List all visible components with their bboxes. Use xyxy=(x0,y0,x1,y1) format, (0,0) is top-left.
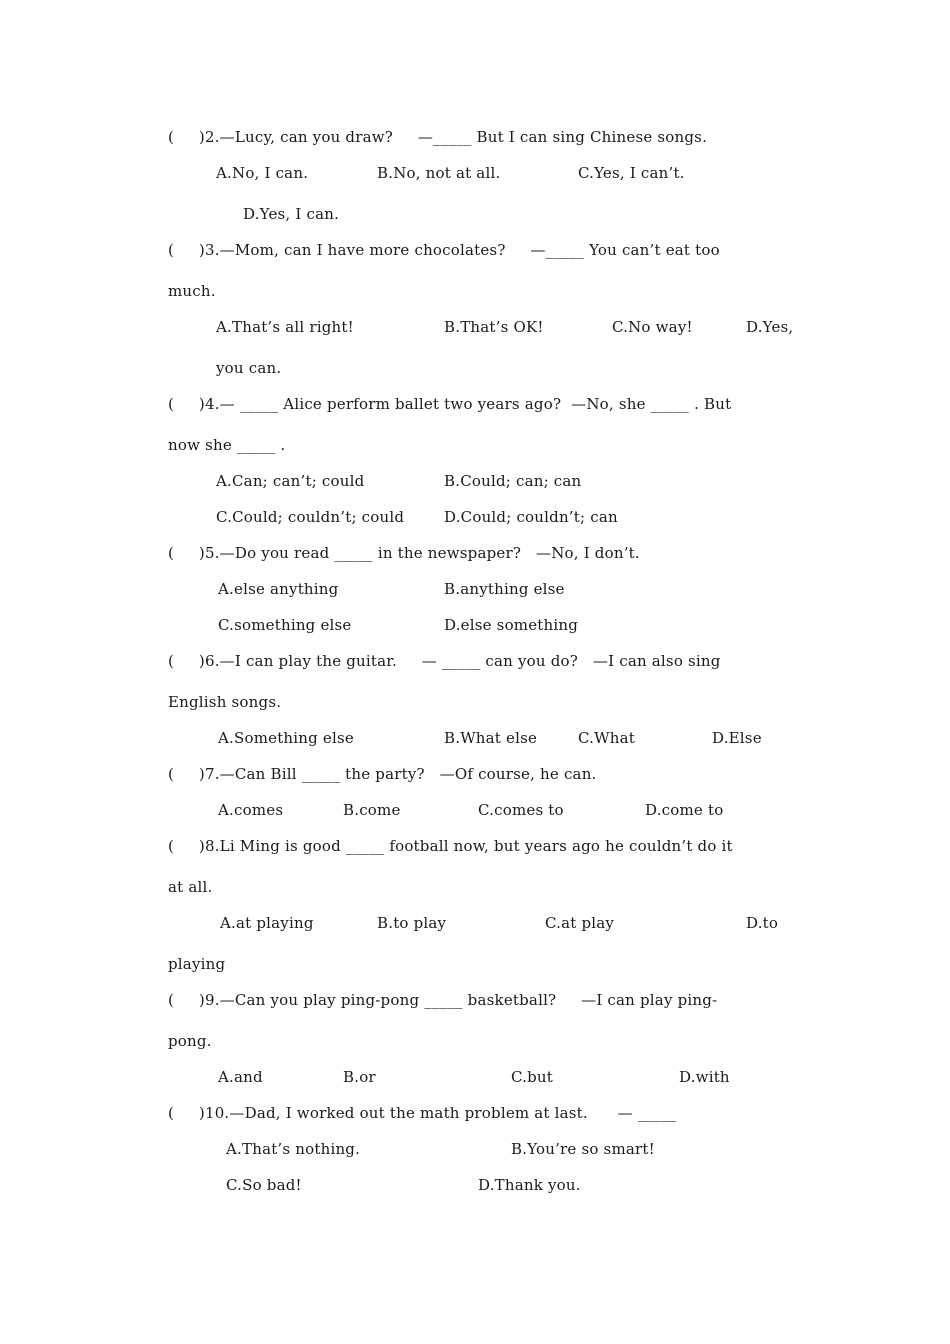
question-6-stem-line1: ( )6.—I can play the guitar. — _____ can you do? —I can also sing xyxy=(168,652,721,670)
question-3-option-a: A.That’s all right! xyxy=(216,318,354,336)
question-6-option-b: B.What else xyxy=(444,729,538,747)
question-2-option-a: A.No, I can. xyxy=(216,164,309,182)
question-4-stem-line1: ( )4.— _____ Alice perform ballet two years ago? —No, she _____ . But xyxy=(168,395,732,413)
question-9-option-c: C.but xyxy=(511,1068,554,1086)
question-10-option-c: C.So bad! xyxy=(226,1176,302,1194)
question-8-stem-line1: ( )8.Li Ming is good _____ football now, but years ago he couldn’t do it xyxy=(168,837,733,855)
question-4-option-c: C.Could; couldn’t; could xyxy=(216,508,405,526)
question-3-stem-line1: ( )3.—Mom, can I have more chocolates? —_____ You can’t eat too xyxy=(168,241,720,259)
question-2-option-c: C.Yes, I can’t. xyxy=(578,164,685,182)
question-7-option-c: C.comes to xyxy=(478,801,564,819)
question-6-option-d: D.Else xyxy=(712,729,762,747)
question-8-option-b: B.to play xyxy=(377,914,447,932)
question-4-option-d: D.Could; couldn’t; can xyxy=(444,508,618,526)
question-9-option-a: A.and xyxy=(218,1068,263,1086)
question-9-stem-line1: ( )9.—Can you play ping-pong _____ basketball? —I can play ping- xyxy=(168,991,718,1009)
question-3-option-d-wrap: you can. xyxy=(216,359,282,377)
question-8-option-c: C.at play xyxy=(545,914,615,932)
question-8-stem-line2: at all. xyxy=(168,878,213,896)
question-3-option-c: C.No way! xyxy=(612,318,693,336)
question-5-option-b: B.anything else xyxy=(444,580,565,598)
question-7-stem: ( )7.—Can Bill _____ the party? —Of course, he can. xyxy=(168,765,597,783)
question-6-stem-line2: English songs. xyxy=(168,693,282,711)
question-3-option-b: B.That’s OK! xyxy=(444,318,544,336)
question-9-option-d: D.with xyxy=(679,1068,730,1086)
question-4-option-a: A.Can; can’t; could xyxy=(216,472,365,490)
question-6-option-a: A.Something else xyxy=(218,729,354,747)
question-10-option-a: A.That’s nothing. xyxy=(226,1140,361,1158)
question-5-option-d: D.else something xyxy=(444,616,579,634)
question-10-option-d: D.Thank you. xyxy=(478,1176,581,1194)
question-2-option-b: B.No, not at all. xyxy=(377,164,501,182)
question-5-option-a: A.else anything xyxy=(218,580,339,598)
question-9-stem-line2: pong. xyxy=(168,1032,212,1050)
question-3-option-d: D.Yes, xyxy=(746,318,794,336)
question-3-stem-line2: much. xyxy=(168,282,216,300)
question-10-option-b: B.You’re so smart! xyxy=(511,1140,655,1158)
question-7-option-b: B.come xyxy=(343,801,401,819)
question-8-option-d-wrap: playing xyxy=(168,955,226,973)
question-7-option-d: D.come to xyxy=(645,801,724,819)
question-5-option-c: C.something else xyxy=(218,616,352,634)
question-8-option-a: A.at playing xyxy=(220,914,314,932)
question-10-stem: ( )10.—Dad, I worked out the math problem at last. — _____ xyxy=(168,1104,677,1122)
question-4-stem-line2: now she _____ . xyxy=(168,436,286,454)
question-4-option-b: B.Could; can; can xyxy=(444,472,582,490)
question-5-stem: ( )5.—Do you read _____ in the newspaper? —No, I don’t. xyxy=(168,544,640,562)
question-2-stem: ( )2.—Lucy, can you draw? —_____ But I can sing Chinese songs. xyxy=(168,128,708,146)
question-2-option-d: D.Yes, I can. xyxy=(243,205,340,223)
question-9-option-b: B.or xyxy=(343,1068,376,1086)
question-8-option-d: D.to xyxy=(746,914,779,932)
question-6-option-c: C.What xyxy=(578,729,635,747)
question-7-option-a: A.comes xyxy=(218,801,284,819)
